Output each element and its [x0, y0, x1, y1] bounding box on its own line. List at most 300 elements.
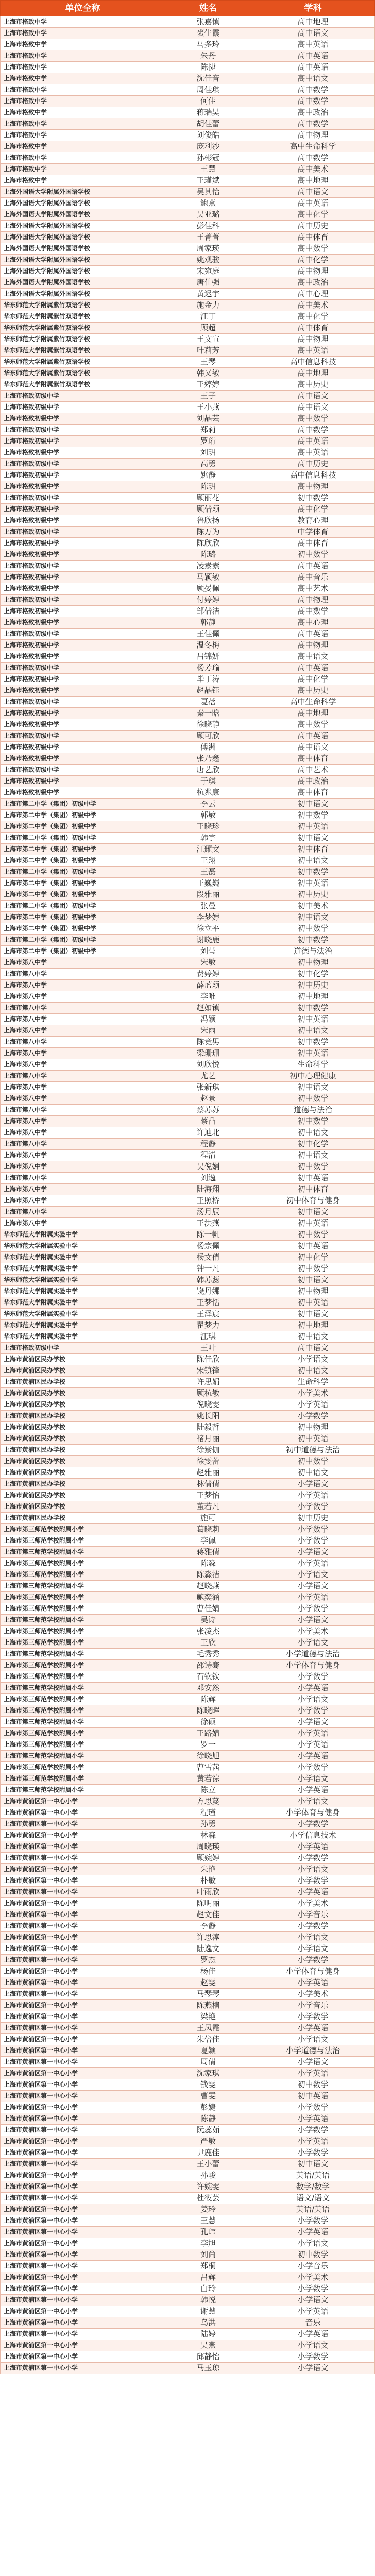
school-cell: 上海市黄浦区第一中心小学	[1, 2159, 165, 2170]
name-cell: 王小燕	[165, 402, 251, 413]
school-cell: 上海市黄浦区第一中心小学	[1, 2136, 165, 2147]
school-cell: 上海市黄浦区第一中心小学	[1, 1921, 165, 1932]
subject-cell: 小学英语	[251, 1751, 375, 1762]
subject-cell: 初中语文	[251, 2159, 375, 2170]
subject-cell: 初中数学	[251, 1161, 375, 1173]
table-row	[1, 787, 375, 799]
name-cell: 傅洲	[165, 742, 251, 753]
school-cell: 华东师范大学附属紫竹双语学校	[1, 334, 165, 345]
name-cell: 夏颖	[165, 2045, 251, 2057]
name-cell: 刘逸	[165, 1173, 251, 1184]
school-cell: 上海市黄浦区第一中心小学	[1, 2261, 165, 2272]
school-cell: 上海市黄浦区第一中心小学	[1, 2045, 165, 2057]
table-row	[1, 493, 375, 504]
subject-cell: 小学数学	[251, 1853, 375, 1864]
subject-cell: 初中数学	[251, 1456, 375, 1467]
name-cell: 鲁欣扬	[165, 515, 251, 527]
subject-cell: 初中历史	[251, 980, 375, 991]
name-cell: 庞利沙	[165, 141, 251, 152]
school-cell: 上海市格致中学	[1, 62, 165, 73]
school-cell: 上海市黄浦区第一中心小学	[1, 2283, 165, 2295]
table-row	[1, 345, 375, 357]
subject-cell: 小学体育与健身	[251, 1807, 375, 1819]
table-row	[1, 1921, 375, 1932]
table-row	[1, 1603, 375, 1615]
subject-cell: 小学美术	[251, 1989, 375, 2000]
subject-cell: 初中语文	[251, 1025, 375, 1037]
name-cell: 徐雯蕾	[165, 1456, 251, 1467]
table-row	[1, 481, 375, 493]
school-cell: 上海市第二中学（集团）初级中学	[1, 901, 165, 912]
school-cell: 上海外国语大学附属外国语学校	[1, 289, 165, 300]
table-row	[1, 1864, 375, 1875]
table-row	[1, 39, 375, 50]
table-row	[1, 1977, 375, 1989]
school-cell: 上海市第八中学	[1, 1071, 165, 1082]
school-cell: 上海市黄浦区民办学校	[1, 1422, 165, 1433]
name-cell: 王翔	[165, 855, 251, 867]
name-cell: 张嘉慎	[165, 16, 251, 28]
school-cell: 上海市第二中学（集团）初级中学	[1, 799, 165, 810]
table-row	[1, 1830, 375, 1841]
school-cell: 上海市黄浦区第一中心小学	[1, 2317, 165, 2329]
name-cell: 费婷婷	[165, 969, 251, 980]
school-cell: 上海市格致初级中学	[1, 663, 165, 674]
school-cell: 上海市第三师范学校附属小学	[1, 1558, 165, 1569]
subject-cell: 初中物理	[251, 1422, 375, 1433]
subject-cell: 小学语文	[251, 2057, 375, 2068]
table-row	[1, 1127, 375, 1139]
subject-cell: 初中语文	[251, 1365, 375, 1377]
name-cell: 方思蔓	[165, 1796, 251, 1807]
school-cell: 华东师范大学附属实验中学	[1, 1252, 165, 1263]
name-cell: 阮蕊茹	[165, 2125, 251, 2136]
name-cell: 彭佳科	[165, 221, 251, 232]
table-row	[1, 1263, 375, 1275]
subject-cell: 高中历史	[251, 459, 375, 470]
school-cell: 上海市黄浦区民办学校	[1, 1365, 165, 1377]
name-cell: 王照桥	[165, 1195, 251, 1207]
school-cell: 上海市黄浦区第一中心小学	[1, 2227, 165, 2238]
table-row	[1, 844, 375, 855]
school-cell: 上海市黄浦区民办学校	[1, 1354, 165, 1365]
subject-cell: 高中艺术	[251, 765, 375, 776]
table-row	[1, 1898, 375, 1909]
table-row	[1, 2079, 375, 2091]
name-cell: 赵景	[165, 1093, 251, 1105]
school-cell: 上海市第八中学	[1, 1025, 165, 1037]
school-cell: 上海市黄浦区第一中心小学	[1, 1943, 165, 1955]
school-cell: 上海市第三师范学校附属小学	[1, 1751, 165, 1762]
name-cell: 杨芳瑜	[165, 663, 251, 674]
school-cell: 上海市第二中学（集团）初级中学	[1, 889, 165, 901]
school-cell: 上海市黄浦区第一中心小学	[1, 1887, 165, 1898]
name-cell: 罗珩	[165, 436, 251, 447]
subject-cell: 初中语文	[251, 1150, 375, 1161]
subject-cell: 小学音乐	[251, 2000, 375, 2011]
name-cell: 许思娟	[165, 1377, 251, 1388]
subject-cell: 高中英语	[251, 561, 375, 572]
name-cell: 朴敏	[165, 1875, 251, 1887]
school-cell: 上海市第三师范学校附属小学	[1, 1592, 165, 1603]
school-cell: 上海市黄浦区第一中心小学	[1, 2295, 165, 2306]
school-cell: 上海市格致中学	[1, 107, 165, 118]
school-cell: 上海市第八中学	[1, 1184, 165, 1195]
subject-cell: 小学英语	[251, 2306, 375, 2317]
name-cell: 鲍奕涵	[165, 1592, 251, 1603]
name-cell: 唐仕强	[165, 277, 251, 289]
subject-cell: 初中数学	[251, 549, 375, 561]
name-cell: 凌素素	[165, 561, 251, 572]
name-cell: 段雅丽	[165, 889, 251, 901]
subject-cell: 高中英语	[251, 198, 375, 209]
table-row	[1, 2181, 375, 2193]
school-cell: 上海市黄浦区第一中心小学	[1, 2329, 165, 2340]
school-cell: 上海市第八中学	[1, 1048, 165, 1059]
subject-cell: 初中历史	[251, 889, 375, 901]
name-cell: 于琪	[165, 776, 251, 787]
name-cell: 蔡苏苏	[165, 1105, 251, 1116]
school-cell: 上海市格致初级中学	[1, 391, 165, 402]
subject-cell: 小学语文	[251, 2295, 375, 2306]
name-cell: 陈欣欣	[165, 538, 251, 549]
table-row	[1, 1445, 375, 1456]
school-cell: 上海市第三师范学校附属小学	[1, 1581, 165, 1592]
school-cell: 上海市黄浦区第一中心小学	[1, 2306, 165, 2317]
school-cell: 华东师范大学附属实验中学	[1, 1229, 165, 1241]
subject-cell: 小学英语	[251, 1490, 375, 1501]
name-cell: 赵文佳	[165, 1909, 251, 1921]
subject-cell: 小学数学	[251, 2125, 375, 2136]
school-cell: 上海市黄浦区民办学校	[1, 1433, 165, 1445]
subject-cell: 数学/数学	[251, 2181, 375, 2193]
name-cell: 陈燕楠	[165, 2000, 251, 2011]
school-cell: 上海市格致中学	[1, 130, 165, 141]
table-row	[1, 935, 375, 946]
school-cell: 上海市格致初级中学	[1, 787, 165, 799]
subject-cell: 高中体育	[251, 538, 375, 549]
subject-cell: 初中英语	[251, 1241, 375, 1252]
school-cell: 上海市第三师范学校附属小学	[1, 1705, 165, 1717]
table-row	[1, 1671, 375, 1683]
table-row	[1, 1513, 375, 1524]
subject-cell: 小学音乐	[251, 2261, 375, 2272]
school-cell: 上海市黄浦区第一中心小学	[1, 2181, 165, 2193]
school-cell: 上海市第三师范学校附属小学	[1, 1637, 165, 1649]
school-cell: 上海市黄浦区民办学校	[1, 1377, 165, 1388]
school-cell: 上海市第八中学	[1, 1116, 165, 1127]
name-cell: 江耀文	[165, 844, 251, 855]
table-row	[1, 2057, 375, 2068]
table-row	[1, 1399, 375, 1411]
table-row	[1, 1297, 375, 1309]
name-cell: 陈万为	[165, 527, 251, 538]
school-cell: 上海市黄浦区第一中心小学	[1, 1966, 165, 1977]
school-cell: 上海市黄浦区第一中心小学	[1, 1932, 165, 1943]
name-cell: 马玉琼	[165, 2363, 251, 2374]
subject-cell: 初中数学	[251, 1037, 375, 1048]
subject-cell: 小学美术	[251, 1388, 375, 1399]
table-row	[1, 1025, 375, 1037]
subject-cell: 小学体育与健身	[251, 1966, 375, 1977]
subject-cell: 小学语文	[251, 2340, 375, 2351]
school-cell: 上海市第二中学（集团）初级中学	[1, 867, 165, 878]
school-cell: 上海市第二中学（集团）初级中学	[1, 844, 165, 855]
subject-cell: 初中数学	[251, 867, 375, 878]
table-row	[1, 1728, 375, 1739]
subject-cell: 高中物理	[251, 266, 375, 277]
school-cell: 上海市第八中学	[1, 957, 165, 969]
name-cell: 宋敏	[165, 957, 251, 969]
subject-cell: 小学数学	[251, 2351, 375, 2363]
name-cell: 陈淼洁	[165, 1569, 251, 1581]
subject-cell: 生命科学	[251, 1059, 375, 1071]
table-row	[1, 674, 375, 685]
subject-cell: 小学语文	[251, 2363, 375, 2374]
name-cell: 朱艳	[165, 1864, 251, 1875]
school-cell: 华东师范大学附属紫竹双语学校	[1, 300, 165, 311]
school-cell: 上海市格致中学	[1, 175, 165, 187]
subject-cell: 初中英语	[251, 1218, 375, 1229]
table-row	[1, 2227, 375, 2238]
name-cell: 陆婷	[165, 2329, 251, 2340]
subject-cell: 小学英语	[251, 1399, 375, 1411]
subject-cell: 高中体育	[251, 232, 375, 243]
subject-cell: 初中数学	[251, 1093, 375, 1105]
table-row	[1, 1116, 375, 1127]
table-row	[1, 1150, 375, 1161]
school-cell: 上海外国语大学附属外国语学校	[1, 187, 165, 198]
school-cell: 上海市格致初级中学	[1, 708, 165, 719]
subject-cell: 小学语文	[251, 1694, 375, 1705]
subject-cell: 高中数学	[251, 96, 375, 107]
table-row	[1, 1547, 375, 1558]
school-cell: 上海市黄浦区第一中心小学	[1, 1977, 165, 1989]
table-row	[1, 991, 375, 1003]
name-cell: 毕丁涛	[165, 674, 251, 685]
table-row	[1, 504, 375, 515]
subject-cell: 高中语文	[251, 187, 375, 198]
school-cell: 华东师范大学附属实验中学	[1, 1241, 165, 1252]
name-cell: 陆逸文	[165, 1943, 251, 1955]
subject-cell: 初中英语	[251, 1014, 375, 1025]
school-cell: 华东师范大学附属实验中学	[1, 1275, 165, 1286]
table-row	[1, 697, 375, 708]
table-row	[1, 1694, 375, 1705]
school-cell: 上海外国语大学附属外国语学校	[1, 255, 165, 266]
school-cell: 上海市黄浦区第一中心小学	[1, 2102, 165, 2113]
school-cell: 上海市黄浦区第一中心小学	[1, 2249, 165, 2261]
name-cell: 孔玮	[165, 2227, 251, 2238]
name-cell: 孙勇	[165, 1819, 251, 1830]
school-cell: 上海市格致初级中学	[1, 436, 165, 447]
table-row	[1, 833, 375, 844]
subject-cell: 初中英语	[251, 1173, 375, 1184]
school-cell: 上海市格致初级中学	[1, 470, 165, 481]
table-row	[1, 1309, 375, 1320]
school-cell: 上海市黄浦区民办学校	[1, 1490, 165, 1501]
school-cell: 上海市第二中学（集团）初级中学	[1, 878, 165, 889]
subject-cell: 高中英语	[251, 663, 375, 674]
name-cell: 吕锦妍	[165, 651, 251, 663]
table-row	[1, 2238, 375, 2249]
school-cell: 上海市第三师范学校附属小学	[1, 1535, 165, 1547]
subject-cell: 初中语文	[251, 833, 375, 844]
table-row	[1, 187, 375, 198]
name-cell: 韩又敏	[165, 368, 251, 379]
school-cell: 华东师范大学附属紫竹双语学校	[1, 323, 165, 334]
name-cell: 罗一	[165, 1739, 251, 1751]
table-row	[1, 1286, 375, 1297]
name-cell: 徐晓旭	[165, 1751, 251, 1762]
table-row	[1, 391, 375, 402]
table-row	[1, 2091, 375, 2102]
table-header	[1, 1, 375, 16]
name-cell: 谢晓鹿	[165, 935, 251, 946]
table-row	[1, 1887, 375, 1898]
name-cell: 王梦恬	[165, 1297, 251, 1309]
school-cell: 上海市格致初级中学	[1, 753, 165, 765]
name-cell: 吴倪娟	[165, 1161, 251, 1173]
school-cell: 上海市第三师范学校附属小学	[1, 1773, 165, 1785]
subject-cell: 高中化学	[251, 209, 375, 221]
subject-cell: 高中语文	[251, 73, 375, 84]
subject-cell: 高中体育	[251, 323, 375, 334]
table-row	[1, 572, 375, 583]
name-cell: 董若凡	[165, 1501, 251, 1513]
table-row	[1, 1071, 375, 1082]
name-cell: 倪晓雯	[165, 1399, 251, 1411]
school-cell: 上海市格致中学	[1, 84, 165, 96]
table-row	[1, 2295, 375, 2306]
name-cell: 姜玲	[165, 2204, 251, 2215]
table-row	[1, 1683, 375, 1694]
name-cell: 杨宗佩	[165, 1241, 251, 1252]
name-cell: 王凤霞	[165, 2023, 251, 2034]
name-cell: 马琴琴	[165, 1989, 251, 2000]
name-cell: 顾倩颖	[165, 504, 251, 515]
name-cell: 钱雯	[165, 2079, 251, 2091]
table-row	[1, 1422, 375, 1433]
table-row	[1, 1989, 375, 2000]
name-cell: 吴燕	[165, 2340, 251, 2351]
subject-cell: 高中艺术	[251, 583, 375, 595]
table-row	[1, 742, 375, 753]
subject-cell: 初中心理健康	[251, 1071, 375, 1082]
name-cell: 顾晏佩	[165, 583, 251, 595]
table-row	[1, 1569, 375, 1581]
name-cell: 徐晓静	[165, 719, 251, 731]
table-row	[1, 1331, 375, 1343]
name-cell: 王佳佩	[165, 629, 251, 640]
table-row	[1, 957, 375, 969]
subject-cell: 初中语文	[251, 912, 375, 923]
subject-cell: 小学信息技术	[251, 1830, 375, 1841]
school-cell: 上海市黄浦区民办学校	[1, 1467, 165, 1479]
school-cell: 上海市第二中学（集团）初级中学	[1, 821, 165, 833]
school-cell: 上海市黄浦区第一中心小学	[1, 2215, 165, 2227]
table-row	[1, 969, 375, 980]
name-cell: 施金力	[165, 300, 251, 311]
subject-cell: 小学语文	[251, 2238, 375, 2249]
school-cell: 上海市第三师范学校附属小学	[1, 1547, 165, 1558]
table-row	[1, 2193, 375, 2204]
table-row	[1, 289, 375, 300]
table-row	[1, 1717, 375, 1728]
school-cell: 上海市第三师范学校附属小学	[1, 1649, 165, 1660]
school-cell: 上海市格致初级中学	[1, 515, 165, 527]
name-cell: 吴其怡	[165, 187, 251, 198]
name-cell: 白玲	[165, 2283, 251, 2295]
school-cell: 上海外国语大学附属外国语学校	[1, 277, 165, 289]
table-row	[1, 379, 375, 391]
table-row	[1, 2147, 375, 2159]
subject-cell: 高中地理	[251, 16, 375, 28]
school-cell: 上海市黄浦区第一中心小学	[1, 2204, 165, 2215]
table-row	[1, 2249, 375, 2261]
name-cell: 何佳	[165, 96, 251, 107]
name-cell: 顾丽花	[165, 493, 251, 504]
subject-cell: 高中物理	[251, 130, 375, 141]
school-cell: 上海市第八中学	[1, 1161, 165, 1173]
table-row	[1, 1433, 375, 1445]
name-cell: 李佩	[165, 1535, 251, 1547]
subject-cell: 初中体育	[251, 1184, 375, 1195]
subject-cell: 教育心理	[251, 515, 375, 527]
school-cell: 上海市格致初级中学	[1, 629, 165, 640]
table-row	[1, 1796, 375, 1807]
table-row	[1, 1059, 375, 1071]
table-row	[1, 1467, 375, 1479]
subject-cell: 高中历史	[251, 221, 375, 232]
table-row	[1, 2159, 375, 2170]
name-cell: 张凌杰	[165, 1626, 251, 1637]
table-row	[1, 1966, 375, 1977]
name-cell: 周家瑛	[165, 243, 251, 255]
name-cell: 高勇	[165, 459, 251, 470]
subject-cell: 小学语文	[251, 1581, 375, 1592]
school-cell: 上海市第三师范学校附属小学	[1, 1762, 165, 1773]
table-row	[1, 96, 375, 107]
subject-cell: 小学英语	[251, 1592, 375, 1603]
table-row	[1, 107, 375, 118]
school-cell: 上海市格致初级中学	[1, 606, 165, 617]
name-cell: 刘俊皓	[165, 130, 251, 141]
table-row	[1, 1377, 375, 1388]
table-row	[1, 1558, 375, 1569]
table-row	[1, 2351, 375, 2363]
school-cell: 上海市黄浦区第一中心小学	[1, 2363, 165, 2374]
subject-cell: 初中数学	[251, 923, 375, 935]
name-cell: 赵晓燕	[165, 1581, 251, 1592]
school-cell: 上海市黄浦区第一中心小学	[1, 2057, 165, 2068]
table-row	[1, 2068, 375, 2079]
table-row	[1, 799, 375, 810]
table-row	[1, 209, 375, 221]
subject-cell: 英语/英语	[251, 2170, 375, 2181]
subject-cell: 高中英语	[251, 629, 375, 640]
name-cell: 张乃鑫	[165, 753, 251, 765]
subject-cell: 小学英语	[251, 1841, 375, 1853]
table-row	[1, 1218, 375, 1229]
table-row	[1, 141, 375, 152]
subject-cell: 道德与法治	[251, 946, 375, 957]
school-cell: 华东师范大学附属实验中学	[1, 1320, 165, 1331]
school-cell: 上海市黄浦区第一中心小学	[1, 2011, 165, 2023]
school-cell: 上海市格致初级中学	[1, 742, 165, 753]
school-cell: 上海市黄浦区第一中心小学	[1, 2034, 165, 2045]
table-row	[1, 2136, 375, 2147]
